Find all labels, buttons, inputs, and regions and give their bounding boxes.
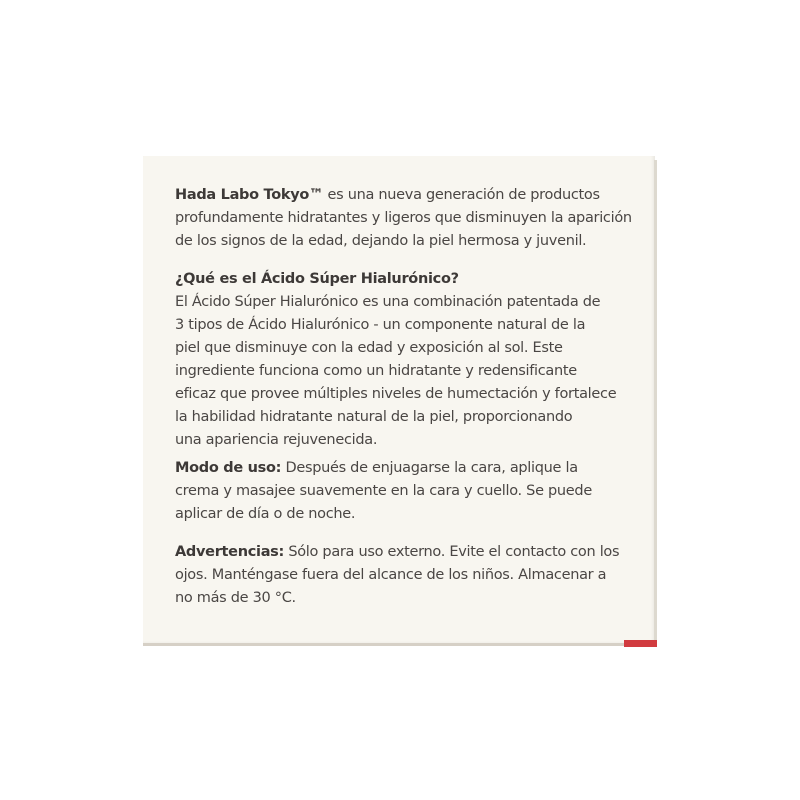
- usage-line-2: crema y masajee suavemente en la cara y cuello. Se puede: [175, 483, 592, 499]
- what-is-line: 3 tipos de Ácido Hialurónico - un componente natural de la: [175, 317, 586, 333]
- what-is-section: [175, 268, 645, 452]
- intro-line-2: profundamente hidratantes y ligeros que disminuyen la aparición: [175, 210, 632, 226]
- package-edge-bottom: [143, 643, 657, 646]
- warnings-label: Advertencias:: [175, 544, 285, 560]
- usage-label: Modo de uso:: [175, 460, 282, 476]
- warnings-line-1-text: Sólo para uso externo. Evite el contacto con los: [284, 544, 620, 560]
- intro-paragraph: [175, 184, 645, 253]
- intro-line-1: [175, 184, 645, 207]
- what-is-line: una apariencia rejuvenecida.: [175, 432, 378, 448]
- package-red-corner: [624, 640, 657, 647]
- usage-section: [175, 457, 645, 526]
- usage-line-3: aplicar de día o de noche.: [175, 506, 356, 522]
- intro-line-3: de los signos de la edad, dejando la piel hermosa y juvenil.: [175, 233, 587, 249]
- what-is-line: la habilidad hidratante natural de la piel, proporcionando: [175, 409, 573, 425]
- usage-line-1: [175, 457, 645, 480]
- usage-line-1-text: Después de enjuagarse la cara, aplique la: [281, 460, 578, 476]
- what-is-line: ingrediente funciona como un hidratante y redensificante: [175, 363, 577, 379]
- warnings-line-2: ojos. Manténgase fuera del alcance de los niños. Almacenar a: [175, 567, 607, 583]
- what-is-line: eficaz que provee múltiples niveles de humectación y fortalece: [175, 386, 617, 402]
- warnings-line-1: [175, 541, 645, 564]
- what-is-heading: ¿Qué es el Ácido Súper Hialurónico?: [175, 271, 459, 287]
- warnings-line-3: no más de 30 °C.: [175, 590, 296, 606]
- package-edge-right: [654, 160, 657, 645]
- what-is-line: El Ácido Súper Hialurónico es una combinación patentada de: [175, 294, 601, 310]
- warnings-section: [175, 541, 645, 610]
- brand-name: Hada Labo Tokyo™: [175, 187, 324, 203]
- what-is-line: piel que disminuye con la edad y exposición al sol. Este: [175, 340, 563, 356]
- intro-line-1-text: es una nueva generación de productos: [323, 187, 600, 203]
